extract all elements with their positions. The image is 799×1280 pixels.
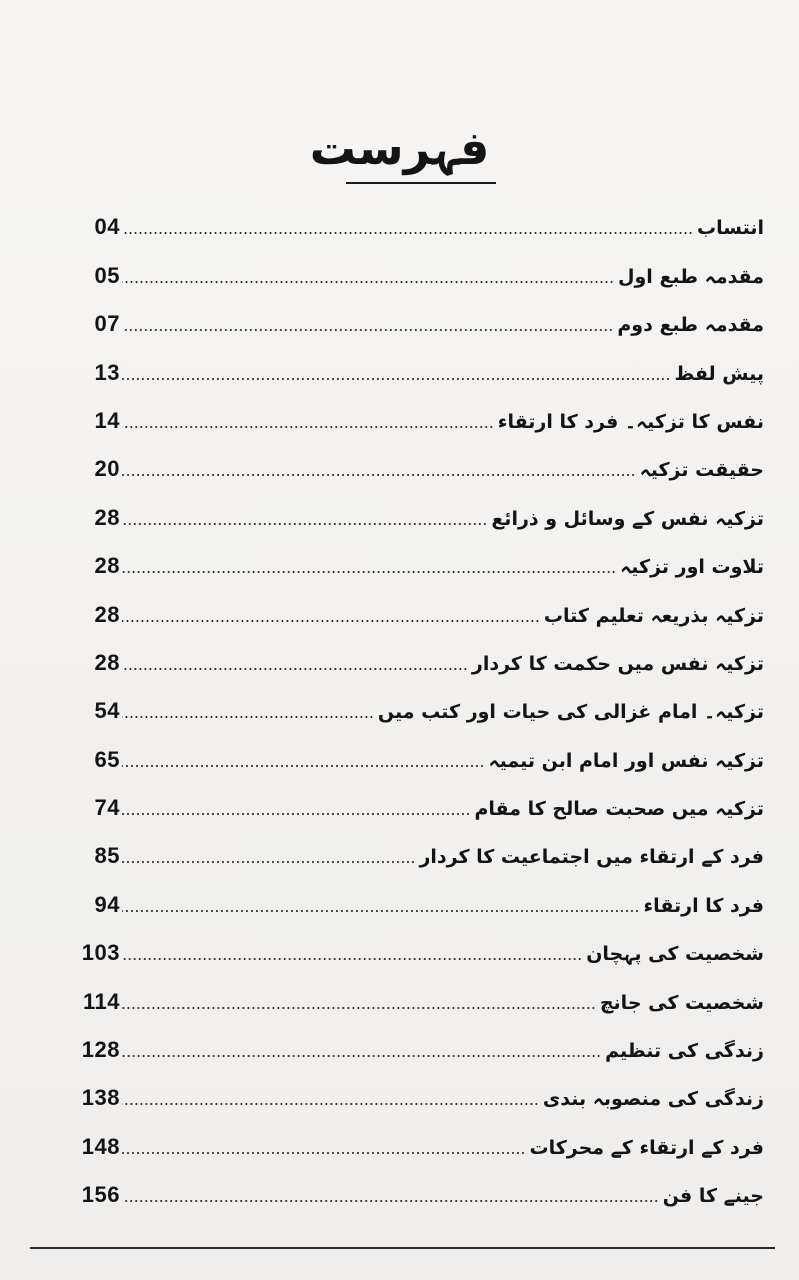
dot-leader bbox=[122, 667, 468, 671]
toc-entry-title: مقدمہ طبع اول bbox=[618, 265, 764, 288]
toc-entry bbox=[64, 243, 764, 291]
toc-entry-title: شخصیت کی پہچان bbox=[586, 943, 764, 966]
dot-leader bbox=[122, 377, 670, 381]
toc-entry-title: مقدمہ طبع دوم bbox=[617, 314, 764, 337]
toc-entry bbox=[64, 485, 764, 533]
dot-leader bbox=[122, 425, 494, 429]
dot-leader bbox=[122, 957, 582, 961]
toc-entry bbox=[64, 776, 764, 824]
toc-entry bbox=[64, 437, 764, 485]
toc-entry bbox=[64, 292, 764, 340]
toc-entry bbox=[64, 969, 764, 1017]
toc-entry-title: زندگی کی منصوبہ بندی bbox=[542, 1088, 764, 1111]
dot-leader bbox=[122, 715, 374, 719]
dot-leader bbox=[122, 1102, 539, 1106]
toc-entry-title: تزکیہ نفس کے وسائل و ذرائع bbox=[491, 507, 764, 530]
dot-leader bbox=[122, 231, 693, 235]
toc-page-number: 94 bbox=[94, 891, 120, 917]
toc-page-number: 28 bbox=[94, 601, 120, 627]
toc-page-number: 148 bbox=[81, 1133, 120, 1159]
toc-page-number: 128 bbox=[81, 1037, 120, 1063]
dot-leader bbox=[122, 1199, 659, 1203]
toc-page-number: 07 bbox=[94, 311, 120, 337]
toc-entry-title: جینے کا فن bbox=[662, 1185, 764, 1208]
toc-entry-title: پیش لفظ bbox=[674, 362, 764, 385]
dot-leader bbox=[122, 280, 614, 284]
toc-page-number: 54 bbox=[94, 698, 120, 724]
dot-leader bbox=[122, 764, 485, 768]
dot-leader bbox=[122, 1054, 601, 1058]
toc-entry bbox=[64, 534, 764, 582]
toc-page-number: 74 bbox=[94, 795, 120, 821]
toc-page-number: 85 bbox=[94, 843, 120, 869]
dot-leader bbox=[122, 619, 540, 623]
toc-page-number: 13 bbox=[94, 359, 120, 385]
toc-entry-title: زندگی کی تنظیم bbox=[605, 1040, 764, 1063]
toc-entry-title: تلاوت اور تزکیہ bbox=[620, 556, 764, 579]
toc-entry-title: تزکیہ نفس میں حکمت کا کردار bbox=[471, 652, 764, 675]
dot-leader bbox=[122, 328, 613, 332]
toc-entry-title: تزکیہ نفس اور امام ابن تیمیہ bbox=[488, 749, 764, 772]
toc-entry bbox=[64, 921, 764, 969]
title-underline bbox=[346, 182, 496, 184]
dot-leader bbox=[122, 812, 470, 816]
page-title: فہرست bbox=[309, 121, 490, 175]
toc-entry-title: فرد کے ارتقاء میں اجتماعیت کا کردار bbox=[419, 846, 764, 869]
toc-entry-title: حقیقت تزکیہ bbox=[639, 459, 764, 482]
toc-entry bbox=[64, 631, 764, 679]
toc-entry bbox=[64, 195, 764, 243]
dot-leader bbox=[122, 1006, 596, 1010]
dot-leader bbox=[122, 570, 616, 574]
toc-page-number: 28 bbox=[94, 504, 120, 530]
toc-entry bbox=[64, 1066, 764, 1114]
toc-entry-title: تزکیہ بذریعہ تعلیم کتاب bbox=[543, 604, 764, 627]
bottom-rule bbox=[30, 1247, 775, 1249]
table-of-contents bbox=[64, 195, 764, 1211]
toc-page-number: 138 bbox=[81, 1085, 120, 1111]
toc-entry-title: انتساب bbox=[697, 217, 764, 240]
toc-entry-title: شخصیت کی جانچ bbox=[599, 991, 764, 1014]
toc-entry bbox=[64, 727, 764, 775]
toc-entry bbox=[64, 582, 764, 630]
toc-page-number: 20 bbox=[94, 456, 120, 482]
toc-page-number: 114 bbox=[83, 988, 120, 1014]
toc-entry bbox=[64, 872, 764, 920]
toc-page-number: 65 bbox=[94, 746, 120, 772]
toc-entry bbox=[64, 679, 764, 727]
dot-leader bbox=[122, 473, 636, 477]
toc-page-number: 14 bbox=[94, 407, 120, 433]
toc-page-number: 28 bbox=[94, 649, 120, 675]
toc-entry bbox=[64, 1114, 764, 1162]
toc-entry-title: تزکیہ میں صحبت صالح کا مقام bbox=[474, 798, 764, 821]
toc-entry bbox=[64, 389, 764, 437]
toc-entry bbox=[64, 824, 764, 872]
toc-page-number: 156 bbox=[81, 1182, 120, 1208]
dot-leader bbox=[122, 860, 415, 864]
toc-entry bbox=[64, 1163, 764, 1211]
dot-leader bbox=[122, 1151, 526, 1155]
dot-leader bbox=[122, 909, 639, 913]
dot-leader bbox=[122, 522, 487, 526]
toc-entry-title: فرد کا ارتقاء bbox=[643, 894, 764, 917]
toc-page-number: 05 bbox=[94, 262, 120, 288]
toc-entry bbox=[64, 1018, 764, 1066]
toc-page-number: 04 bbox=[94, 214, 120, 240]
toc-entry bbox=[64, 340, 764, 388]
toc-entry-title: نفس کا تزکیہ۔ فرد کا ارتقاء bbox=[497, 410, 764, 433]
toc-entry-title: فرد کے ارتقاء کے محرکات bbox=[529, 1136, 764, 1159]
toc-entry-title: تزکیہ۔ امام غزالی کی حیات اور کتب میں bbox=[377, 701, 764, 724]
toc-page-number: 28 bbox=[94, 553, 120, 579]
toc-page-number: 103 bbox=[81, 940, 120, 966]
